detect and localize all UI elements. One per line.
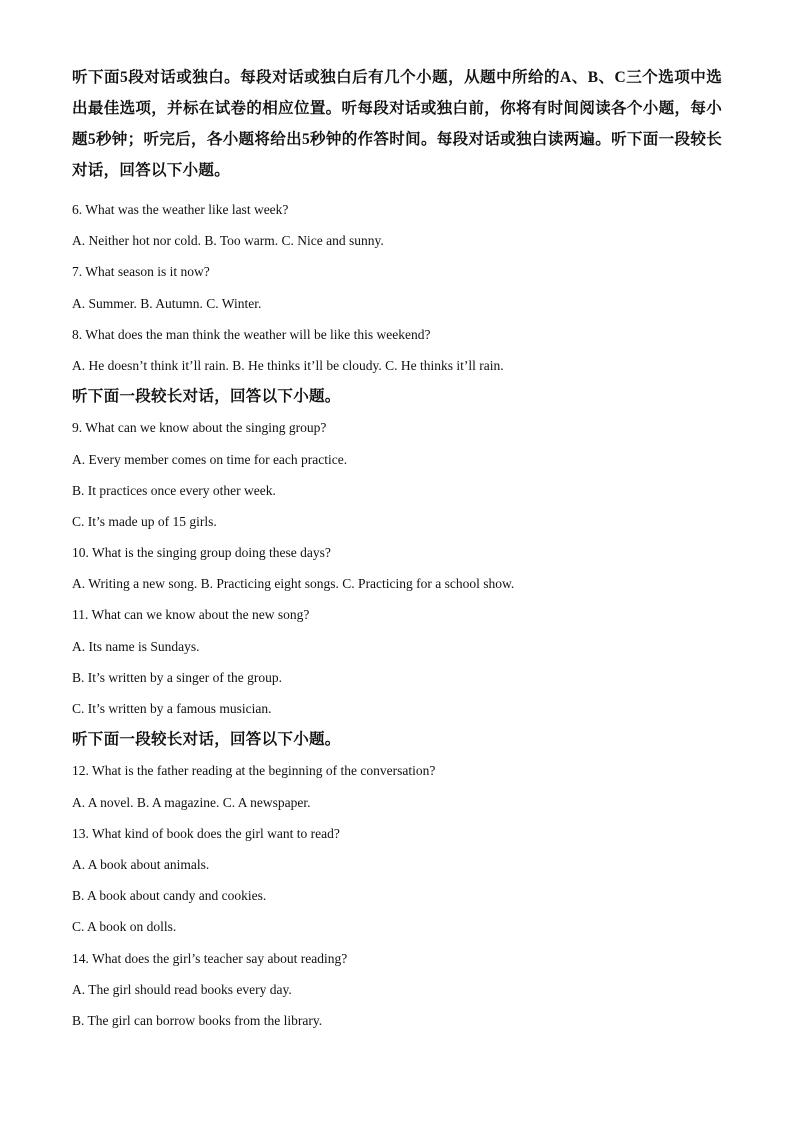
answer-options: C. It’s written by a famous musician. [72,701,272,716]
question-text: 10. What is the singing group doing these days? [72,545,331,561]
answer-options: A. He doesn’t think it’ll rain. B. He thinks it’ll be cloudy. C. He thinks it’ll rain. [72,357,504,373]
answer-options: C. It’s made up of 15 girls. [72,513,217,529]
answer-options: A. A novel. B. A magazine. C. A newspaper. [72,794,311,810]
section-heading: 听下面一段较长对话，回答以下小题。 [72,731,341,749]
question-text: 9. What can we know about the singing group? [72,420,327,436]
answer-options: B. A book about candy and cookies. [72,888,267,904]
answer-options: A. The girl should read books every day. [72,981,292,997]
question-text: 14. What does the girl’s teacher say about reading? [72,950,348,966]
question-text: 12. What is the father reading at the beginning of the conversation? [72,763,436,779]
exam-page [72,62,722,1036]
question-text: 13. What kind of book does the girl want to read? [72,825,340,841]
question-text: 6. What was the weather like last week? [72,202,289,217]
answer-options: B. It practices once every other week. [72,482,276,498]
answer-options: A. A book about animals. [72,856,210,872]
section-heading: 听下面一段较长对话，回答以下小题。 [72,388,341,406]
answer-options: B. It’s written by a singer of the group. [72,669,282,685]
question-list [72,194,722,1036]
answer-options: B. The girl can borrow books from the library. [72,1012,323,1028]
answer-options: C. A book on dolls. [72,919,177,935]
answer-options: A. Neither hot nor cold. B. Too warm. C. Nice and sunny. [72,233,384,249]
answer-options: A. Its name is Sundays. [72,638,200,654]
answer-options: A. Every member comes on time for each practice. [72,451,348,467]
question-text: 7. What season is it now? [72,264,210,280]
section-instructions: 听下面5段对话或独白。每段对话或独白后有几个小题，从题中所给的A、B、C三个选项中选出最佳选项，并标在试卷的相应位置。听每段对话或独白前，你将有时间阅读各个小题，每小题5秒钟；听完后，各小题将给出5秒钟的作答时间。每段对话或独白读两遍。听下面一段较长对话，回答以下小题。 [72,69,722,179]
answer-options: A. Writing a new song. B. Practicing eight songs. C. Practicing for a school show. [72,576,515,592]
question-text: 11. What can we know about the new song? [72,607,310,623]
answer-options: A. Summer. B. Autumn. C. Winter. [72,295,262,311]
question-text: 8. What does the man think the weather will be like this weekend? [72,326,431,342]
